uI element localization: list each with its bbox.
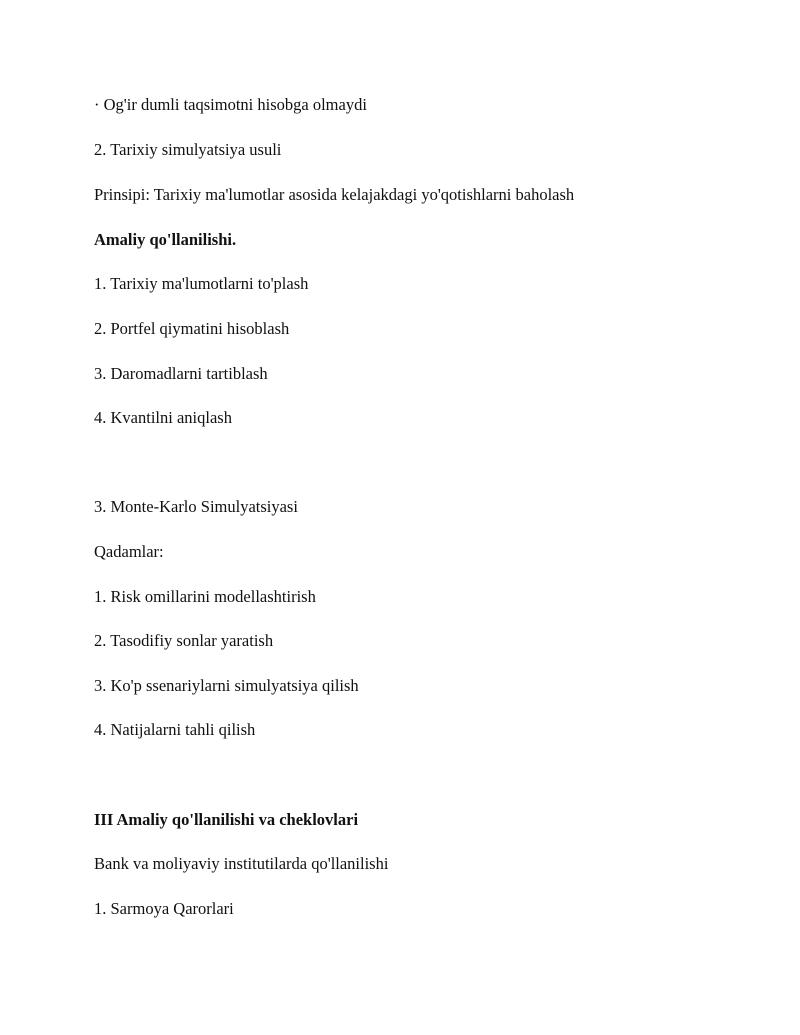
practical-application-heading: Amaliy qo'llanilishi. [94,230,237,249]
step-collect-data: 1. Tarixiy ma'lumotlarni to'plash [94,274,309,293]
steps-label: Qadamlar: [94,542,164,561]
step-portfolio-value: 2. Portfel qiymatini hisoblash [94,319,290,338]
section-monte-carlo: 3. Monte-Karlo Simulyatsiyasi [94,497,298,516]
investment-decisions-item: 1. Sarmoya Qarorlari [94,899,234,918]
principle-text: Prinsipi: Tarixiy ma'lumotlar asosida kelajakdagi yo'qotishlarni baholash [94,185,575,204]
bullet-heavy-tail-note: · Og'ir dumli taqsimotni hisobga olmaydi [94,95,367,114]
step-analyze-results: 4. Natijalarni tahli qilish [94,720,256,739]
bank-application-text: Bank va moliyaviy institutilarda qo'llanilishi [94,854,389,873]
step-quantile: 4. Kvantilni aniqlash [94,408,232,427]
step-random-numbers: 2. Tasodifiy sonlar yaratish [94,631,274,650]
section-historical-simulation: 2. Tarixiy simulyatsiya usuli [94,140,282,159]
step-model-risk-factors: 1. Risk omillarini modellashtirish [94,587,316,606]
step-simulate-scenarios: 3. Ko'p ssenariylarni simulyatsiya qilish [94,676,359,695]
step-sort-returns: 3. Daromadlarni tartiblash [94,364,268,383]
chapter-heading-iii: III Amaliy qo'llanilishi va cheklovlari [94,810,359,829]
